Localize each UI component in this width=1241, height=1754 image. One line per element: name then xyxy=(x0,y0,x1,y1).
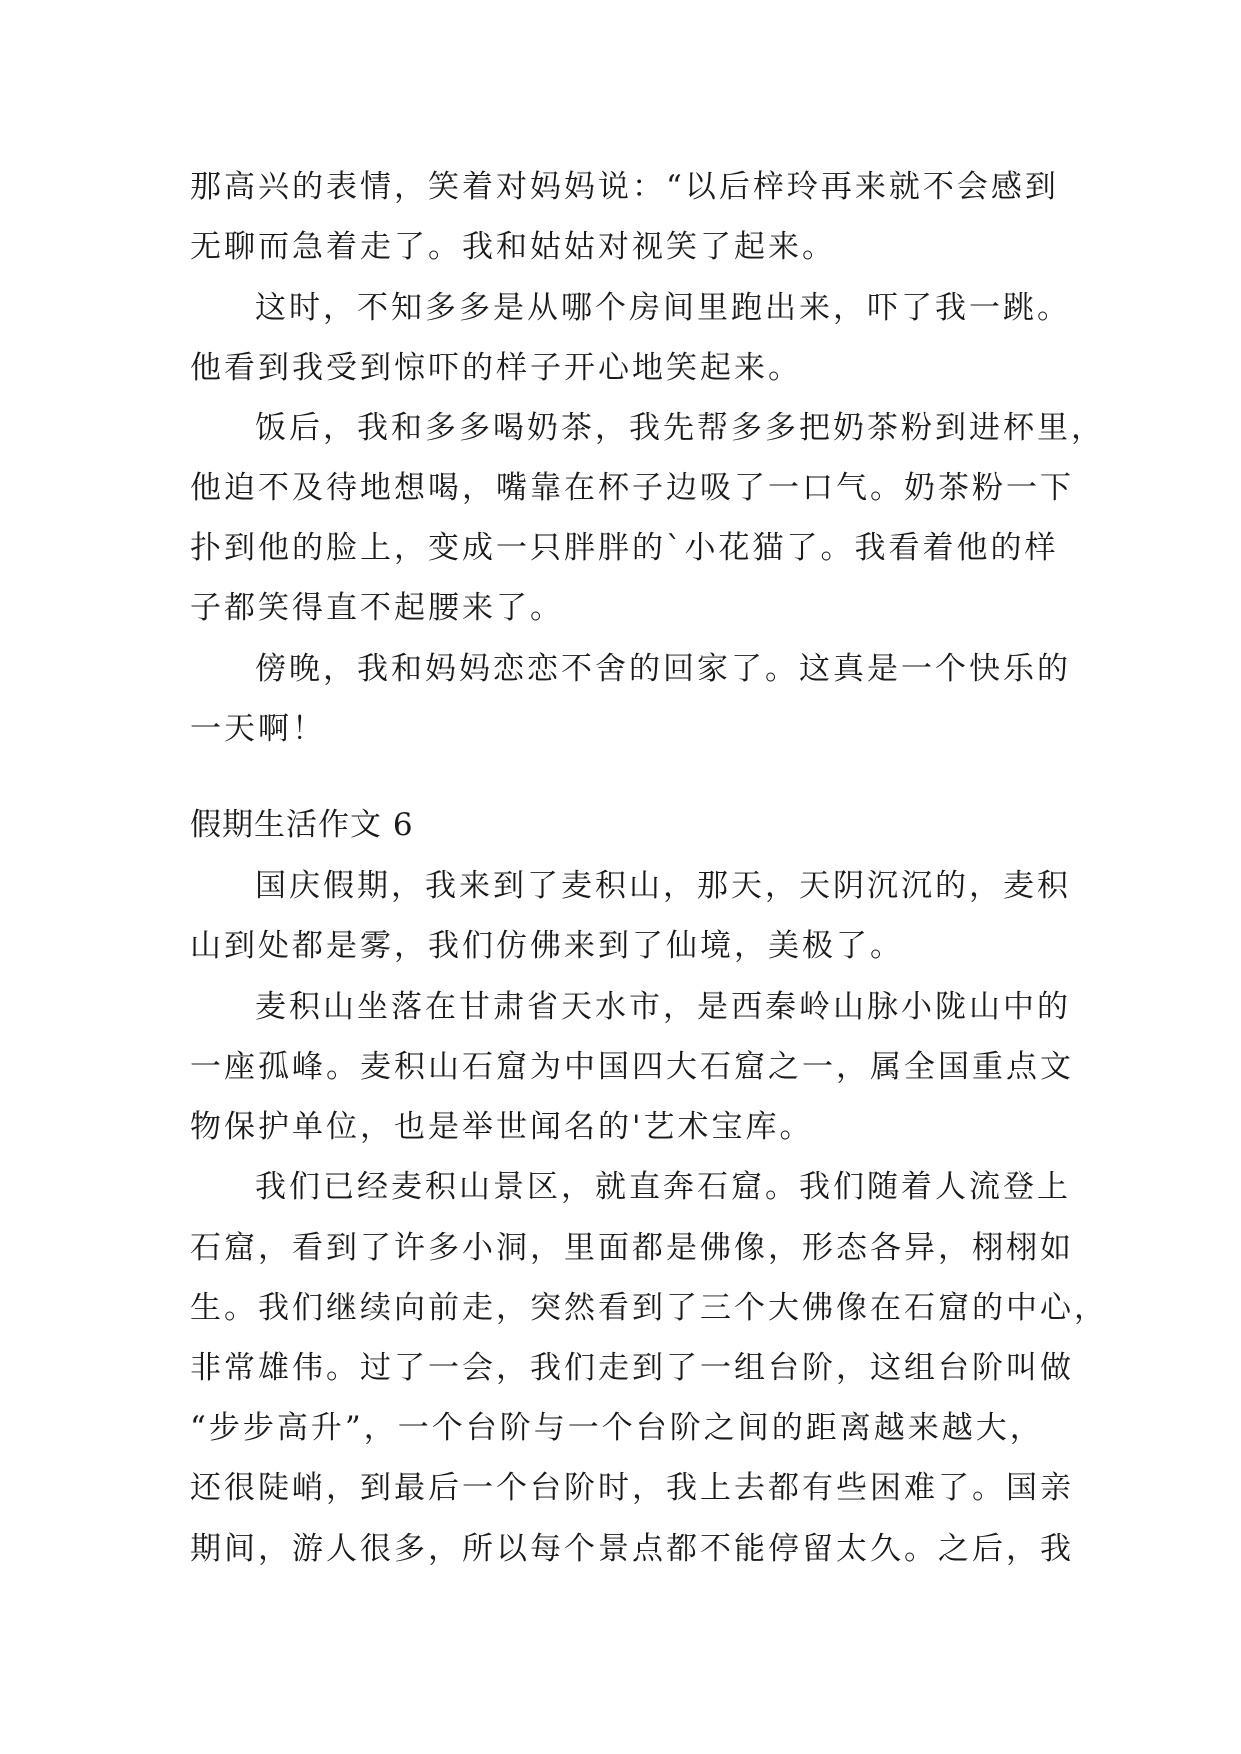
text-line: 非常雄伟。过了一会，我们走到了一组台阶，这组台阶叫做 xyxy=(190,1350,1074,1386)
text-line: 他迫不及待地想喝，嘴靠在杯子边吸了一口气。奶茶粉一下 xyxy=(190,470,1074,506)
text-line: 那高兴的表情，笑着对妈妈说：“以后梓玲再来就不会感到 xyxy=(190,169,1059,205)
text-line: “步步高升”，一个台阶与一个台阶之间的距离越来越大， xyxy=(190,1410,1044,1446)
paragraph-first-line: 饭后，我和多多喝奶茶，我先帮多多把奶茶粉到进杯里， xyxy=(255,410,1105,446)
paragraph-first-line: 这时，不知多多是从哪个房间里跑出来，吓了我一跳。 xyxy=(255,290,1071,326)
text-line: 生。我们继续向前走，突然看到了三个大佛像在石窟的中心， xyxy=(190,1290,1108,1326)
paragraph-first-line: 我们已经麦积山景区，就直奔石窟。我们随着人流登上 xyxy=(255,1169,1071,1205)
text-line: 他看到我受到惊吓的样子开心地笑起来。 xyxy=(190,350,802,386)
text-line: 石窟，看到了许多小洞，里面都是佛像，形态各异，栩栩如 xyxy=(190,1230,1074,1266)
text-line: 无聊而急着走了。我和姑姑对视笑了起来。 xyxy=(190,229,836,265)
text-line: 物保护单位，也是举世闻名的'艺术宝库。 xyxy=(190,1109,814,1145)
paragraph-first-line: 国庆假期，我来到了麦积山，那天，天阴沉沉的，麦积 xyxy=(255,868,1071,904)
paragraph-first-line: 麦积山坐落在甘肃省天水市，是西秦岭山脉小陇山中的 xyxy=(255,989,1071,1025)
text-line: 期间，游人很多，所以每个景点都不能停留太久。之后，我 xyxy=(190,1531,1074,1567)
text-line: 一座孤峰。麦积山石窟为中国四大石窟之一，属全国重点文 xyxy=(190,1049,1074,1085)
text-line: 还很陡峭，到最后一个台阶时，我上去都有些困难了。国亲 xyxy=(190,1470,1074,1506)
text-line: 子都笑得直不起腰来了。 xyxy=(190,590,564,626)
text-line: 山到处都是雾，我们仿佛来到了仙境，美极了。 xyxy=(190,928,904,964)
text-line: 扑到他的脸上，变成一只胖胖的`小花猫了。我看着他的样 xyxy=(190,530,1059,566)
text-line: 一天啊！ xyxy=(190,711,326,747)
section-heading: 假期生活作文 6 xyxy=(190,807,414,843)
paragraph-first-line: 傍晚，我和妈妈恋恋不舍的回家了。这真是一个快乐的 xyxy=(255,651,1071,687)
